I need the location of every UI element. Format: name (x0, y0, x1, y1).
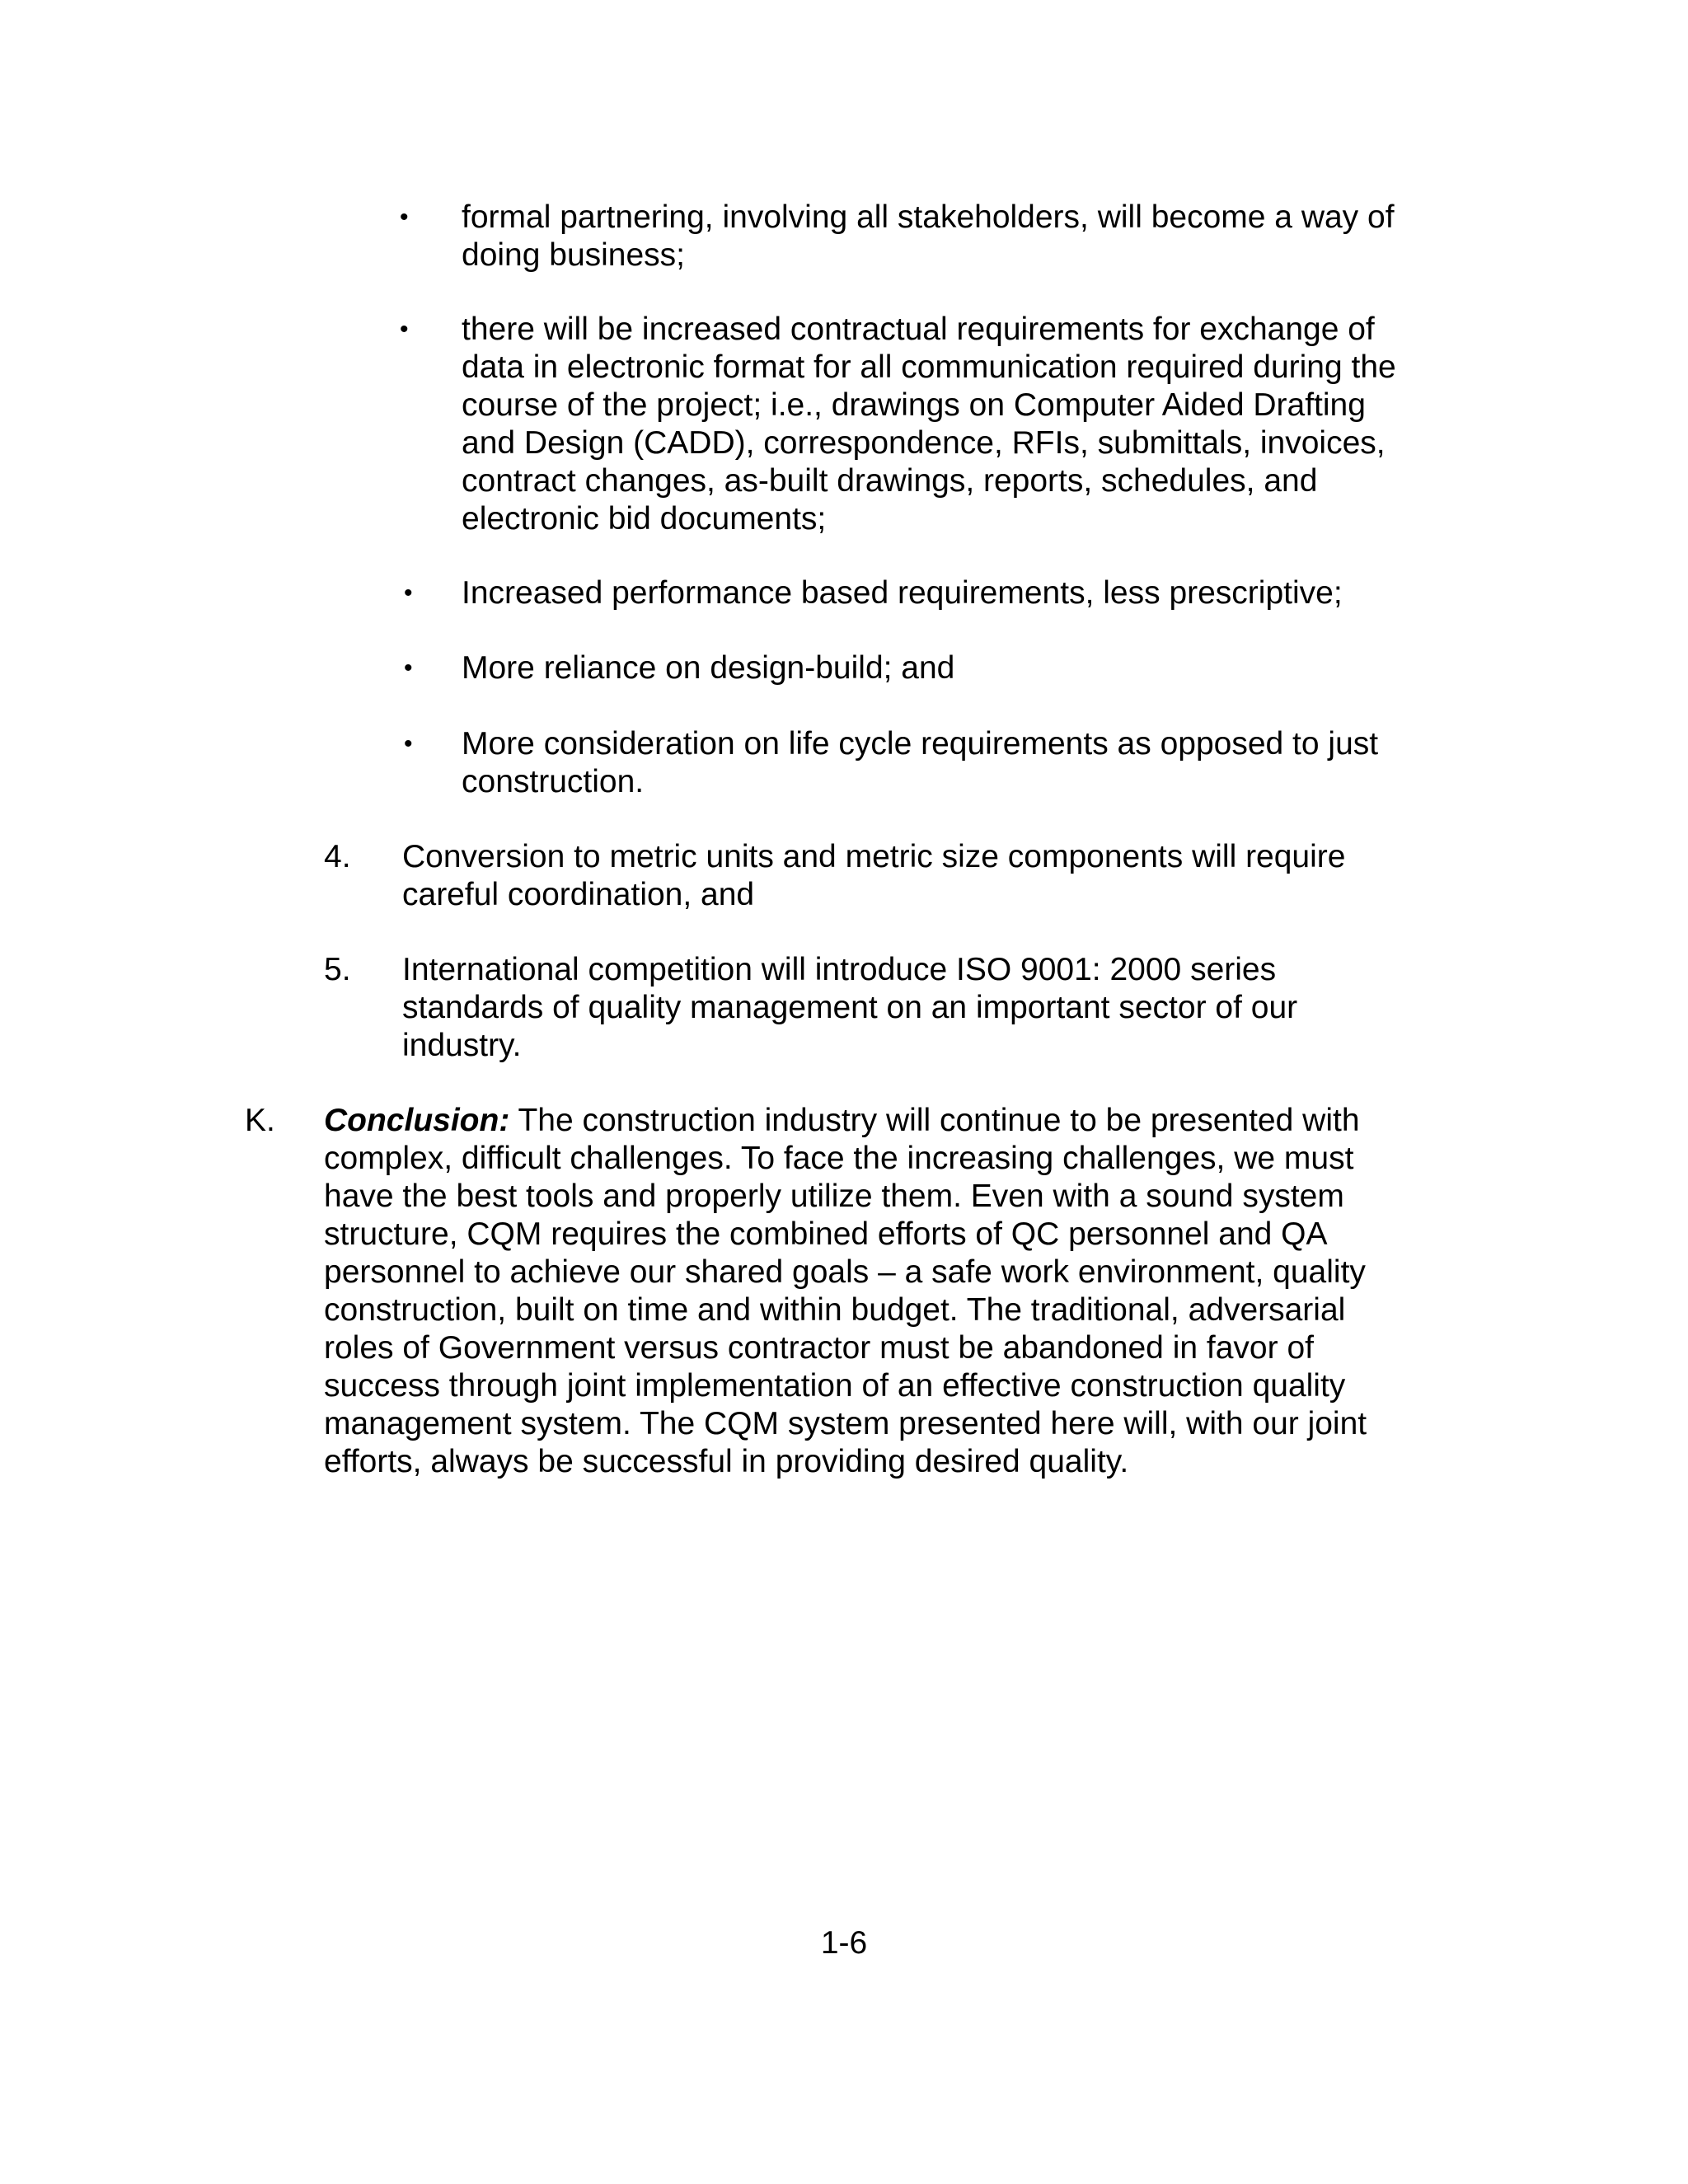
section-letter-k: K. (245, 1103, 275, 1138)
bullet-marker: • (404, 579, 413, 607)
bullet-marker: • (400, 316, 409, 343)
bullet-marker: • (404, 654, 413, 682)
list-number-5: 5. (324, 952, 351, 987)
page-number: 1-6 (820, 1925, 868, 1961)
conclusion-body: The construction industry will continue to be presented with complex, difficult challenges. To face the increasing challenges, we must have the best tools and properly utilize them. Even with a sound system structure, CQM requires the combined efforts of QC personnel and QA personnel to achieve our shared goals – a safe work environment, quality construction, built on time and within budget. The traditional, adversarial roles of Government versus contractor must be abandoned in favor of success through joint implementation of an effective construction quality management system. The CQM system presented here will, with our joint efforts, always be successful in providing desired quality. (324, 1103, 1367, 1479)
bullet-item-electronic-data: there will be increased contractual requirements for exchange of data in electronic format for all communication required during the course of the project; i.e., drawings on Computer Aided Drafting and Design (CADD), correspondence, RFIs, submittals, invoices, contract changes, as-built drawings, reports, schedules, and electronic bid documents; (462, 312, 1396, 537)
numbered-item-iso-competition: International competition will introduce ISO 9001: 2000 series standards of quality management on an important sector of our industry. (402, 952, 1298, 1063)
list-number-4: 4. (324, 839, 351, 874)
bullet-marker: • (404, 730, 413, 757)
bullet-item-formal-partnering: formal partnering, involving all stakeholders, will become a way of doing business; (462, 199, 1395, 273)
bullet-marker: • (400, 204, 409, 231)
bullet-item-design-build: More reliance on design-build; and (462, 650, 955, 686)
conclusion-heading: Conclusion: (324, 1103, 510, 1138)
numbered-item-metric-conversion: Conversion to metric units and metric size components will require careful coordination, and (402, 839, 1346, 912)
bullet-item-performance-requirements: Increased performance based requirements, less prescriptive; (462, 575, 1343, 611)
bullet-item-life-cycle: More consideration on life cycle requirements as opposed to just construction. (462, 726, 1379, 799)
conclusion-paragraph (324, 1102, 1432, 1481)
